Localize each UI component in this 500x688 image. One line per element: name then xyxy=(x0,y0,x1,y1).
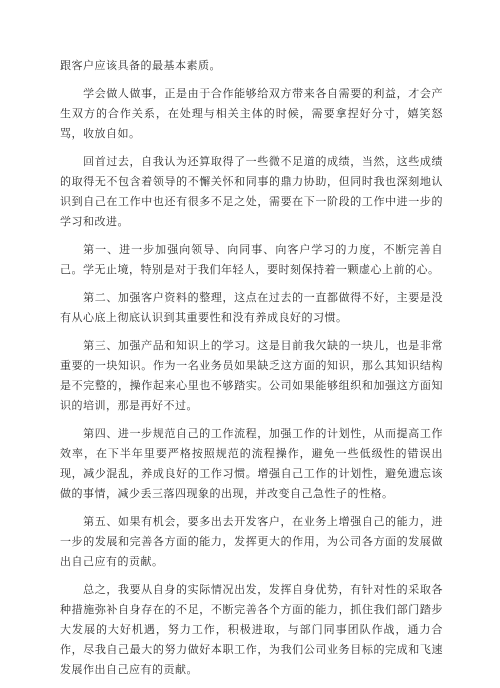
paragraph-interpersonal-skills: 学会做人做事，正是由于合作能够给双方带来各自需要的利益，才会产生双方的合作关系，在处理与相关主体的时候，需要拿捏好分寸，嬉笑怒骂，收放自如。 xyxy=(60,87,443,140)
paragraph-point-three: 第三、加强产品和知识上的学习。这是目前我欠缺的一块儿，也是非常重要的一块知识。作为一名业务员如果缺乏这方面的知识，那么其知识结构是不完整的，操作起来心里也不够踏实。公司如果能够组织和加强这方面知识的培训，那是再好不过。 xyxy=(60,339,443,412)
paragraph-point-four: 第四、进一步规范自己的工作流程，加强工作的计划性，从而提高工作效率，在下半年里要严格按照规范的流程操作，避免一些低级性的错误出现，减少混乱，养成良好的工作习惯。增强自己工作的计划性，避免遗忘该做的事情，减少丢三落四现象的出现，并改变自己急性子的性格。 xyxy=(60,427,443,500)
document-body xyxy=(60,56,443,688)
paragraph-point-one: 第一、进一步加强向领导、向同事、向客户学习的力度，不断完善自己。学无止境，特别是对于我们年轻人，要时刻保持着一颗虚心上前的心。 xyxy=(60,243,443,276)
paragraph-continuation: 跟客户应该具备的最基本素质。 xyxy=(60,59,221,72)
paragraph-review: 回首过去，自我认为还算取得了一些微不足道的成绩，当然，这些成绩的取得无不包含着领导的不懈关怀和同事的鼎力协助，但同时我也深刻地认识到自己在工作中也还有很多不足之处，需要在下一阶段的工作中进一步的学习和改进。 xyxy=(60,155,443,228)
paragraph-point-five: 第五、如果有机会，要多出去开发客户，在业务上增强自己的能力，进一步的发展和完善各方面的能力，发挥更大的作用，为公司各方面的发展做出自己应有的贡献。 xyxy=(60,515,443,568)
paragraph-conclusion: 总之，我要从自身的实际情况出发，发挥自身优势，有针对性的采取各种措施弥补自身存在的不足，不断完善各个方面的能力，抓住我们部门踏步大发展的大好机遇，努力工作，积极进取，与部门同事团队作战，通力合作，尽我自己最大的努力做好本职工作，为我们公司业务目标的完成和飞速发展作出自己应有的贡献。 xyxy=(60,583,443,676)
paragraph-point-two: 第二、加强客户资料的整理，这点在过去的一直都做得不好，主要是没有从心底上彻底认识到其重要性和没有养成良好的习惯。 xyxy=(60,291,443,324)
